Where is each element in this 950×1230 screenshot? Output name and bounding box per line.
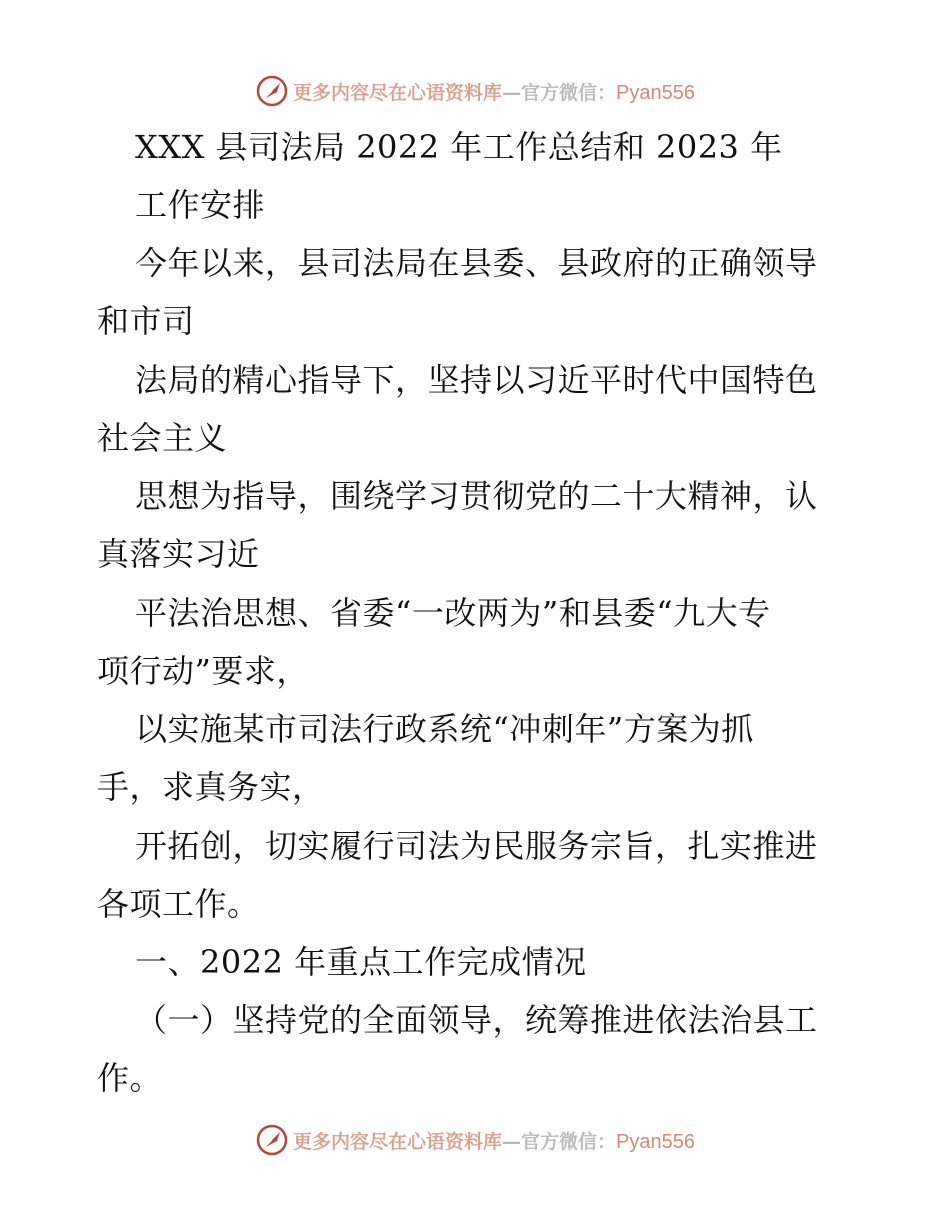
- body-text-line: 以实施某市司法行政系统“冲刺年”方案为抓: [135, 710, 754, 748]
- watermark-text: 更多内容尽在心语资料库—官方微信：Pyan556: [293, 1130, 695, 1153]
- body-text-line: 法局的精心指导下，坚持以习近平时代中国特色: [135, 361, 818, 399]
- document-title-line-1: XXX 县司法局 2022 年工作总结和 2023 年: [135, 128, 783, 166]
- body-text-line: 思想为指导，围绕学习贯彻党的二十大精神，认: [135, 477, 818, 515]
- body-text-line: 社会主义: [97, 419, 228, 457]
- body-text-line: 开拓创，切实履行司法为民服务宗旨，扎实推进: [135, 827, 818, 865]
- document-title-line-2: 工作安排: [135, 186, 266, 224]
- subsection-heading-line: （一）坚持党的全面领导，统筹推进依法治县工: [135, 1001, 818, 1039]
- watermark-header: [0, 71, 950, 111]
- quill-logo-icon: [255, 74, 289, 108]
- body-text-line: 项行动”要求，: [97, 652, 309, 690]
- body-text-line: 和市司: [97, 302, 195, 340]
- body-text-line: 真落实习近: [97, 535, 260, 573]
- quill-logo-icon: [255, 1123, 289, 1157]
- body-text-line: 各项工作。: [97, 885, 260, 923]
- watermark-footer: [0, 1120, 950, 1160]
- section-heading: 一、2022 年重点工作完成情况: [135, 943, 587, 981]
- watermark-text: 更多内容尽在心语资料库—官方微信：Pyan556: [293, 81, 695, 104]
- body-text-line: 平法治思想、省委“一改两为”和县委“九大专: [135, 594, 771, 632]
- body-text-line: 手，求真务实，: [97, 768, 325, 806]
- body-text-line: 今年以来，县司法局在县委、县政府的正确领导: [135, 244, 818, 282]
- subsection-heading-line: 作。: [97, 1059, 163, 1097]
